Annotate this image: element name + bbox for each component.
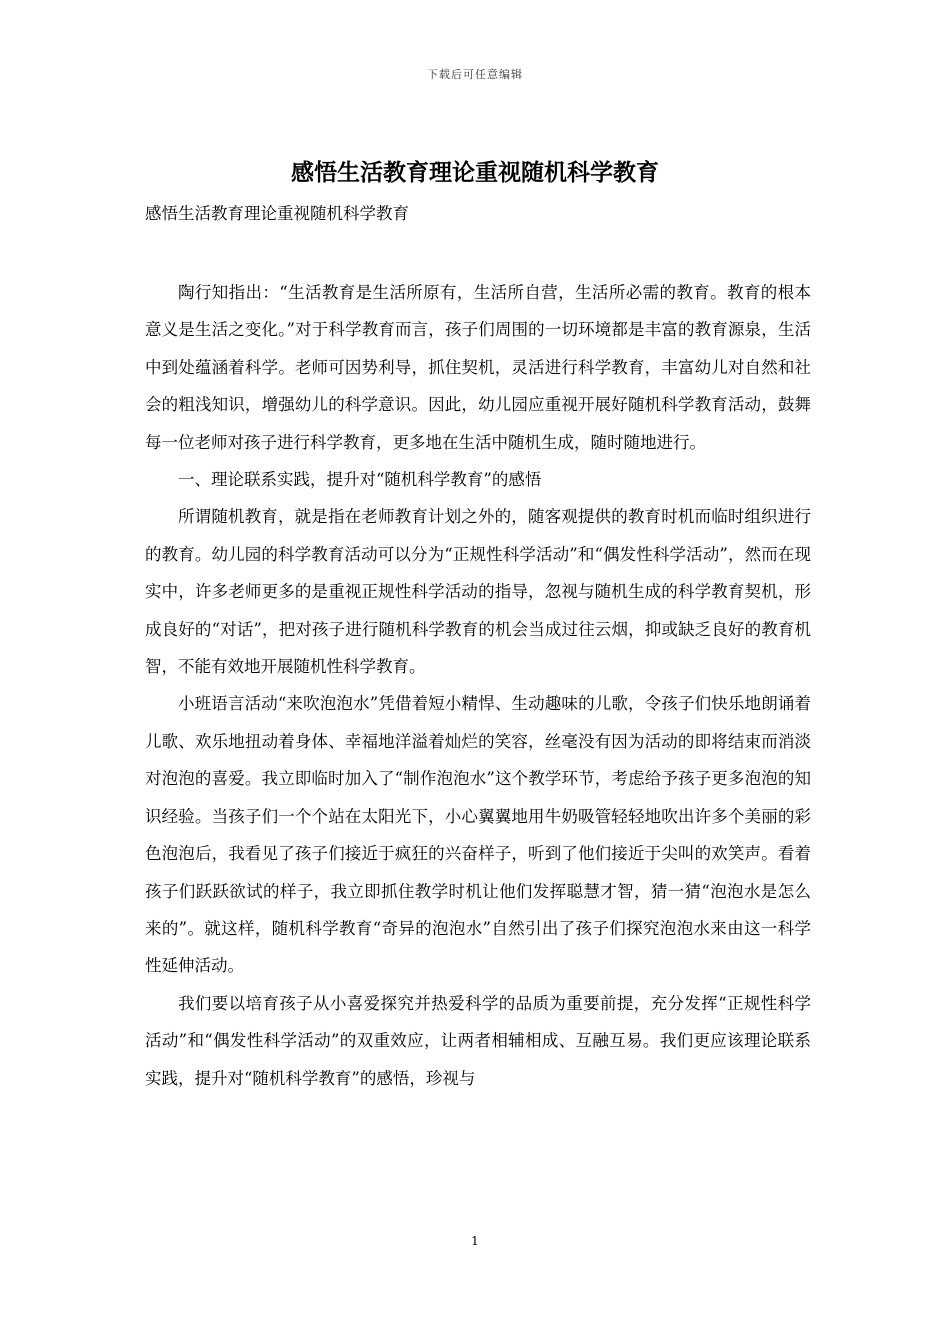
paragraph: 所谓随机教育，就是指在老师教育计划之外的，随客观提供的教育时机而临时组织进行的教育。幼儿园的科学教育活动可以分为“正规性科学活动”和“偶发性科学活动”，然而在现实中，许多老师更多的是重视正规性科学活动的指导，忽视与随机生成的科学教育契机，形成良好的“对话”，把对孩子进行随机科学教育的机会当成过往云烟，抑或缺乏良好的教育机智，不能有效地开展随机性科学教育。 [145, 507, 811, 677]
page-header-note: 下载后可任意编辑 [427, 68, 523, 81]
paragraph: 我们要以培育孩子从小喜爱探究并热爱科学的品质为重要前提，充分发挥“正规性科学活动”和“偶发性科学活动”的双重效应，让两者相辅相成、互融互易。我们更应该理论联系实践，提升对“随机科学教育”的感悟，珍视与 [145, 993, 811, 1088]
page-number: 1 [471, 1234, 479, 1248]
document-title: 感悟生活教育理论重视随机科学教育 [291, 159, 659, 186]
document-body [145, 274, 811, 1097]
paragraph: 陶行知指出：“生活教育是生活所原有，生活所自营，生活所必需的教育。教育的根本意义是生活之变化。”对于科学教育而言，孩子们周围的一切环境都是丰富的教育源泉，生活中到处蕴涵着科学。老师可因势利导，抓住契机，灵活进行科学教育，丰富幼儿对自然和社会的粗浅知识，增强幼儿的科学意识。因此，幼儿园应重视开展好随机科学教育活动，鼓舞每一位老师对孩子进行科学教育，更多地在生活中随机生成，随时随地进行。 [145, 283, 811, 452]
paragraph: 小班语言活动“来吹泡泡水”凭借着短小精悍、生动趣味的儿歌，令孩子们快乐地朗诵着儿歌、欢乐地扭动着身体、幸福地洋溢着灿烂的笑容，丝毫没有因为活动的即将结束而消淡对泡泡的喜爱。我立即临时加入了“制作泡泡水”这个教学环节，考虑给予孩子更多泡泡的知识经验。当孩子们一个个站在太阳光下，小心翼翼地用牛奶吸管轻轻地吹出许多个美丽的彩色泡泡后，我看见了孩子们接近于疯狂的兴奋样子，听到了他们接近于尖叫的欢笑声。看着孩子们跃跃欲试的样子，我立即抓住教学时机让他们发挥聪慧才智，猜一猜“泡泡水是怎么来的”。就这样，随机科学教育“奇异的泡泡水”自然引出了孩子们探究泡泡水来由这一科学性延伸活动。 [145, 694, 811, 976]
section-heading: 一、理论联系实践，提升对“随机科学教育”的感悟 [178, 470, 542, 490]
document-subtitle: 感悟生活教育理论重视随机科学教育 [145, 204, 409, 223]
